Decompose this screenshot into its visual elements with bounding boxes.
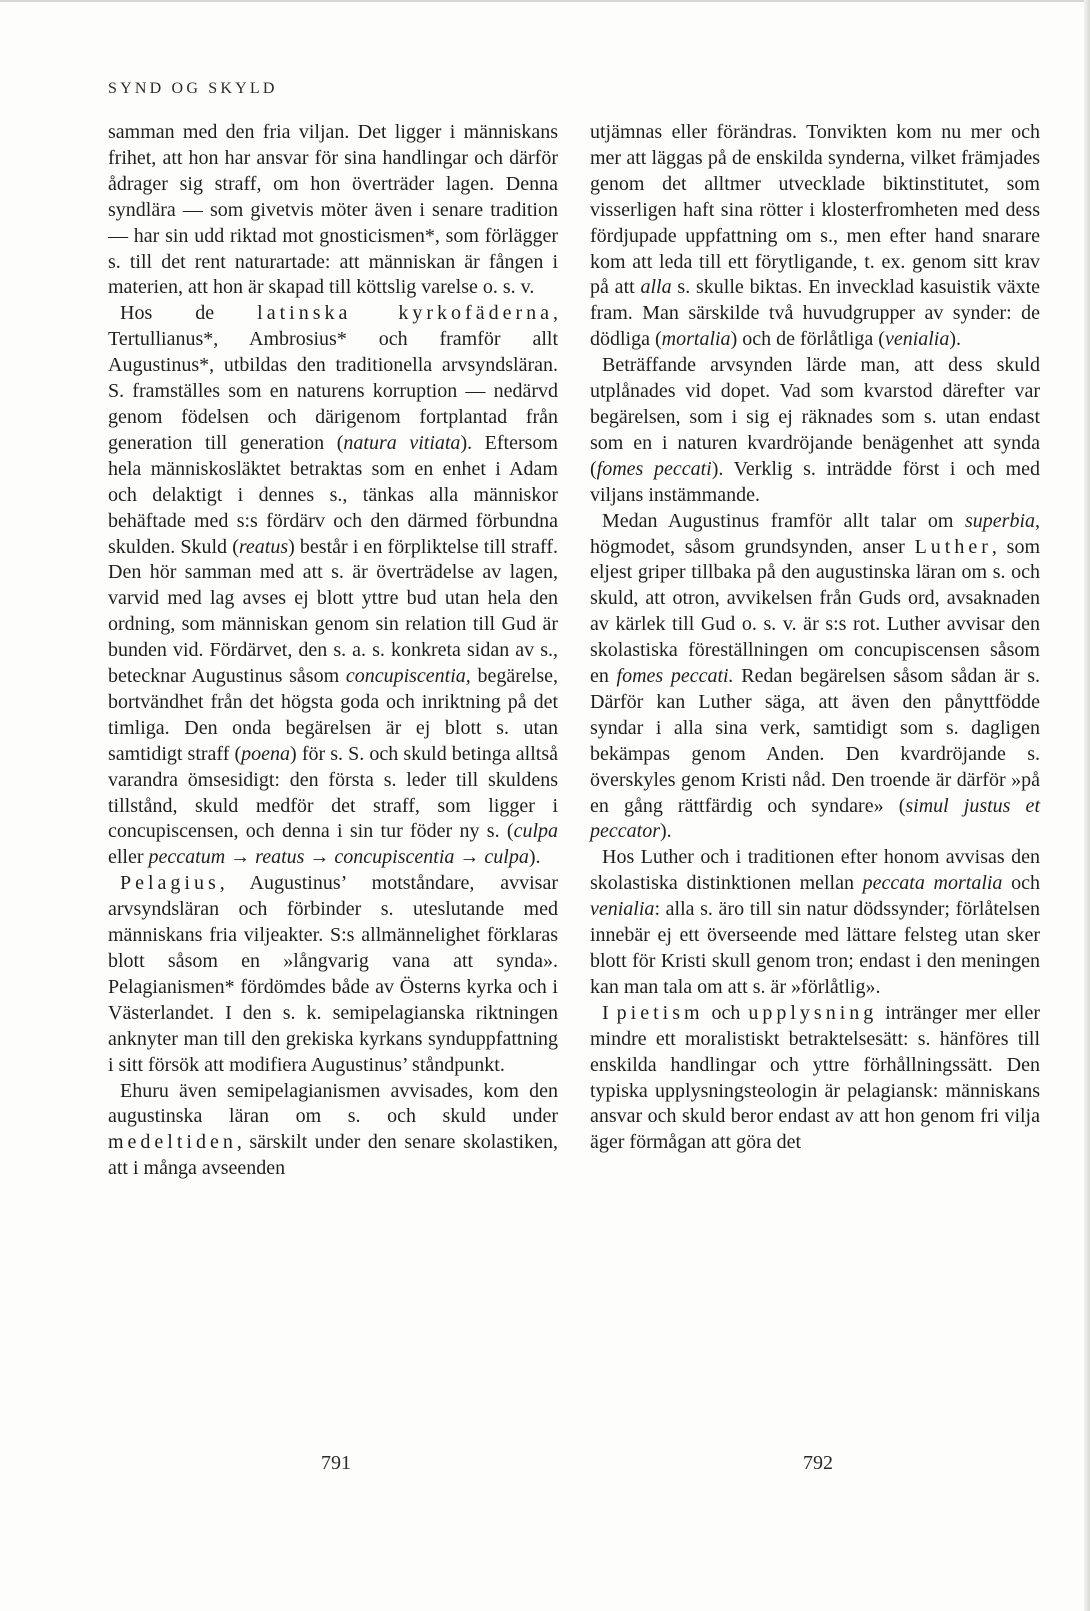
italic-term: alla: [640, 276, 672, 299]
text-run: Hos Luther och i traditionen efter honom avvisas den skolastiska distinktionen mellan: [590, 846, 1040, 895]
spaced-term: Pelagius: [120, 872, 220, 895]
running-head: SYND OG SKYLD: [108, 80, 278, 97]
italic-term: peccata mortalia: [862, 872, 1003, 895]
text-run: I: [602, 1001, 617, 1024]
text-run: Redan begärelsen såsom sådan är s. Därför kan Luther säga, att även den pånyttfödde syndar i alla sina verk, samtidigt som s. dagligen bekämpas genom Anden. Den kvardröjande s. överskyles genom Kristi nåd. Den troende är därför »på en gång rättfärdig och syndare» (: [590, 665, 1040, 817]
text-run: ).: [659, 820, 672, 843]
left-column: [108, 120, 558, 1182]
spaced-term: medeltiden: [108, 1131, 237, 1154]
page-edge-shadow: [1084, 0, 1090, 1611]
right-column: [590, 120, 1040, 1156]
paragraph: [108, 871, 558, 1078]
spaced-term: Luther: [914, 535, 992, 558]
italic-term: mortalia: [661, 328, 731, 351]
italic-term: natura vitiata: [343, 431, 461, 454]
text-run: Beträffande arvsynden lärde man, att dess skuld utplånades vid dopet. Vad som kvarstod därefter var begärelsen, som i sig ej räknades som s. utan endast som en i naturen kvardröjande benägenhet att synda (: [590, 354, 1040, 480]
text-run: begärelse, bortvändhet från det högsta goda och inriktning på det timliga. Den onda begärelsen är ej blott s. utan samtidigt straff (: [108, 665, 558, 765]
text-run: eller: [108, 846, 149, 869]
text-run: utjämnas eller förändras. Tonvikten kom nu mer och mer att läggas på de enskilda synderna, vilket främjades genom det alltmer utvecklade biktinstitutet, som visserligen haft sina rötter i klosterfromheten med dess fördjupade uppfattning om s., men efter hand snarare kom att leda till ett förytligande, t. ex. genom sitt krav på att: [590, 121, 1040, 299]
italic-term: reatus: [238, 535, 289, 558]
italic-term: poena: [241, 742, 291, 765]
paragraph: [108, 301, 558, 871]
italic-term: venialia: [884, 328, 950, 351]
text-run: : alla s. äro till sin natur dödssynder; förlåtelsen innebär ej ett överseende med lättare felsteg utan sker blott för Kristi skull genom tron; endast i den meningen kan man tala om att s. är »förlåtlig».: [590, 898, 1040, 998]
text-run: ).: [949, 328, 962, 351]
paragraph: [590, 353, 1040, 508]
spaced-term: upplysning: [748, 1001, 878, 1024]
paragraph: [590, 509, 1040, 846]
text-run: intränger mer eller mindre ett moralistiskt betraktelsesätt: s. hänföres till enskilda handlingar och yttre förhållningssätt. Den typiska upplysningsteologin är pelagiansk: människans ansvar och skuld beror endast av att hon genom fri vilja äger förmågan att göra det: [590, 1001, 1040, 1154]
text-run: ). Eftersom hela människosläktet betraktas som en enhet i Adam och delaktigt i dennes s., tänkas alla människor behäftade med s:s fördärv och den därmed förbundna skulden. Skuld (: [108, 431, 558, 558]
text-run: samman med den fria viljan. Det ligger i människans frihet, att hon har ansvar för sina handlingar och därför ådrager sig straff, om hon överträder lagen. Denna syndlära — som givetvis möter även i senare tradition — har sin udd riktad mot gnosticismen*, som förlägger s. till det rent naturartade: att människan är fången i materien, att hon är skapad till köttslig varelse o. s. v.: [108, 121, 558, 299]
paragraph: [108, 1079, 558, 1183]
text-run: och: [703, 1001, 749, 1024]
spaced-term: latinska kyrkofäderna: [257, 302, 553, 325]
text-run: Hos de: [120, 302, 258, 325]
text-run: s. skulle biktas. En invecklad kasuistik växte fram. Man särskilde två huvudgrupper av synder: de dödliga (: [590, 276, 1041, 351]
paragraph: [590, 845, 1040, 1000]
paragraph: [590, 120, 1040, 353]
text-run: ).: [528, 846, 541, 869]
text-run: , Tertullianus*, Ambrosius* och framför allt Augustinus*, utbildas den traditionella arvsyndsläran. S. framställes som en naturens korruption — nedärvd genom födelsen och därigenom fortplantad från generation till generation (: [108, 302, 558, 454]
italic-term: venialia: [590, 898, 655, 921]
paragraph: [108, 120, 558, 301]
italic-term: concupiscentia,: [345, 665, 471, 688]
top-edge-rule: [0, 0, 1090, 2]
italic-term: peccatum → reatus → concupiscentia → culpa: [148, 846, 529, 869]
text-run: , som eljest griper tillbaka på den augustinska läran om s. och skuld, att otron, avvikelsen från Guds ord, avsaknaden av kärlek till Gud o. s. v. är s:s rot. Luther avvisar den skolastiska föreställningen om concupiscensen såsom en: [590, 535, 1040, 688]
text-run: , särskilt under den senare skolastiken, att i många avseenden: [108, 1131, 558, 1180]
italic-term: fomes peccati.: [616, 665, 734, 688]
page-number-left: 791: [321, 1452, 351, 1474]
spaced-term: pietism: [616, 1001, 704, 1024]
text-run: ) består i en förpliktelse till straff. Den hör samman med att s. är överträdelse av lagen, varvid med lag avses ej blott yttre bud utan hela den ordning, som människan genom sin relation till Gud är bunden vid. Fördärvet, den s. a. s. konkreta sidan av s., betecknar Augustinus såsom: [108, 535, 558, 688]
italic-term: culpa: [513, 820, 558, 843]
paragraph: [590, 1001, 1040, 1156]
italic-term: fomes peccati: [596, 457, 712, 480]
italic-term: superbia,: [965, 509, 1040, 532]
text-run: ) och de förlåtliga (: [730, 328, 885, 351]
text-run: , Augustinus’ motståndare, avvisar arvsyndsläran och förbinder s. uteslutande med människans fria viljeakter. S:s allmännelighet förklaras blott såsom en »långvarig vana att synda». Pelagianismen* fördömdes både av Österns kyrka och i Västerlandet. I den s. k. semipelagianska riktningen anknyter man till den grekiska kyrkans synduppfattning i sitt försök att modifiera Augustinus’ ståndpunkt.: [108, 872, 558, 1076]
text-run: Medan Augustinus framför allt talar om: [602, 509, 965, 532]
text-run: högmodet, såsom grundsynden, anser: [590, 535, 915, 558]
text-run: ) för s. S. och skuld betinga alltså varandra ömsesidigt: den första s. leder till skuldens tillstånd, skuld medför det straff, som ligger i concupiscensen, och denna i sin tur föder ny s. (: [108, 742, 558, 843]
italic-term: simul justus et peccator: [590, 794, 1040, 843]
text-run: ). Verklig s. inträdde först i och med viljans instämmande.: [590, 457, 1041, 506]
page-number-right: 792: [803, 1452, 833, 1474]
text-run: och: [1002, 872, 1040, 895]
text-run: Ehuru även semipelagianismen avvisades, kom den augustinska läran om s. och skuld under: [108, 1079, 558, 1128]
